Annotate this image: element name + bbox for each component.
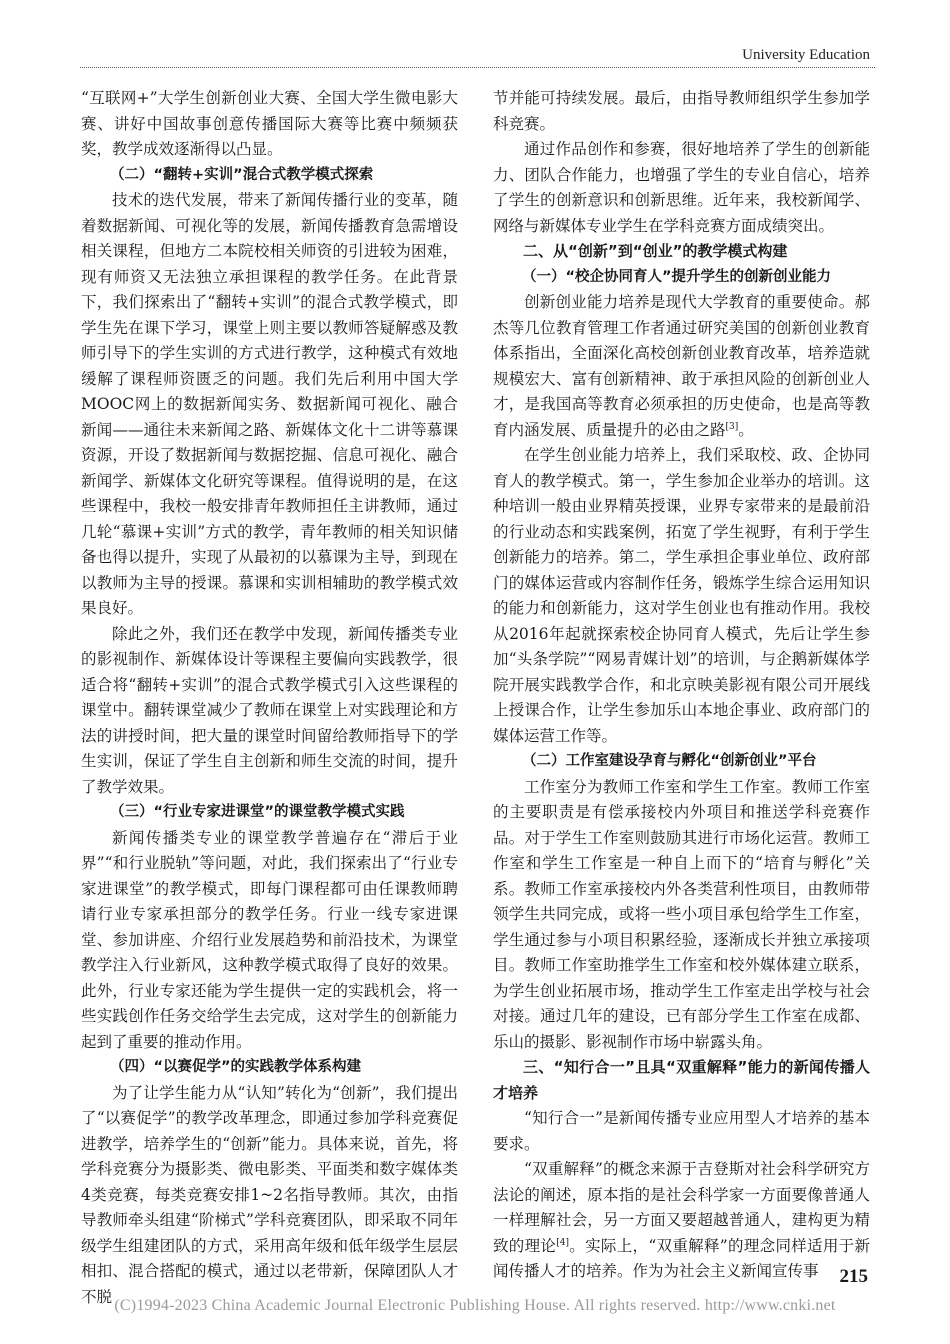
paragraph-competition-results: 通过作品创作和参赛，很好地培养了学生的创新能力、团队合作能力，也增强了学生的专业自信心，培养了学生的创新意识和创新思维。近年来，我校新闻学、网络与新媒体专业学生在学科竞赛方面成绩突出。 — [493, 140, 870, 235]
paragraph-text-end: 。实际上，“双重解释”的理念同样适用于新闻传播人才的培养。作为为社会主义新闻宣传事 — [493, 1236, 870, 1280]
section-heading-school-enterprise: （一）“校企协同育人”提升学生的创新创业能力 — [522, 268, 832, 285]
section-heading-innovation-to-entrepreneurship: 二、从“创新”到“创业”的教学模式构建 — [523, 242, 788, 260]
paragraph-competitions-continued: 节并能可持续发展。最后，由指导教师组织学生参加学科竞赛。 — [493, 89, 870, 133]
paragraph-industry-experts: 新闻传播类专业的课堂教学普遍存在“滞后于业界”“和行业脱轨”等问题，对此，我们探索出了“行业专家进课堂”的教学模式，即每门课程都可由任课教师聘请行业专家承担部分的教学任务。行业一线专家进课堂、参加讲座、介绍行业发展趋势和前沿技术，为课堂教学注入行业新风，这种教学模式取得了良好的效果。此外，行业专家还能为学生提供一定的实践机会，将一些实践创作任务交给学生去完成，这对学生的创新能力起到了重要的推动作用。 — [81, 828, 458, 1051]
right-column — [493, 86, 870, 1285]
journal-name-header: University Education — [742, 47, 870, 63]
paragraph-knowledge-action: “知行合一”是新闻传播专业应用型人才培养的基本要求。 — [493, 1109, 870, 1153]
section-heading-studio-incubation: （二）工作室建设孕育与孵化“创新创业”平台 — [522, 753, 817, 769]
paragraph-text: 创新创业能力培养是现代大学教育的重要使命。郝杰等几位教育管理工作者通过研究美国的创新创业教育体系指出，全面深化高校创新创业教育改革，培养造就规模宏大、富有创新精神、敢于承担风险的创新创业人才，是我国高等教育必须承担的历史使命，也是高等教育内涵发展、质量提升的必由之路 — [493, 293, 870, 439]
paragraph-intro-continued: “互联网+”大学生创新创业大赛、全国大学生微电影大赛、讲好中国故事创意传播国际大赛等比赛中频频获奖，教学成效逐渐得以凸显。 — [81, 89, 458, 158]
paragraph-studio-incubation: 工作室分为教师工作室和学生工作室。教师工作室的主要职责是有偿承接校内外项目和推送学科竞赛作品。对于学生工作室则鼓励其进行市场化运营。教师工作室和学生工作室是一种自上而下的“培育与孵化”关系。教师工作室承接校内外各类营利性项目，由教师带领学生共同完成，或将一些小项目承包给学生工作室，学生通过参与小项目积累经验，逐渐成长并独立承接项目。教师工作室助推学生工作室和校外媒体建立联系，为学生创业拓展市场，推动学生工作室走出学校与社会对接。通过几年的建设，已有部分学生工作室在成都、乐山的摄影、影视制作市场中崭露头角。 — [493, 777, 870, 1051]
reference-marker: [3] — [725, 421, 739, 432]
header-divider — [80, 67, 875, 68]
paragraph-competitions: 为了让学生能力从“认知”转化为“创新”，我们提出了“以赛促学”的教学改革理念，即通过参加学科竞赛促进教学，培养学生的“创新”能力。具体来说，首先，将学科竞赛分为摄影类、微电影类、平面类和数字媒体类4类竞赛，每类竞赛安排1~2名指导教师。其次，由指导教师牵头组建“阶梯式”学科竞赛团队，即采取不同年级学生组建团队的方式，采用高年级和低年级学生层层相扣、混合搭配的模式，通过以老带新，保障团队人才不脱 — [81, 1083, 458, 1306]
reference-marker: [4] — [556, 1237, 569, 1248]
left-column — [81, 86, 458, 1310]
section-heading-flipped-training: （二）“翻转+实训”混合式教学模式探索 — [110, 166, 374, 183]
paragraph-flipped-training-1: 技术的迭代发展，带来了新闻传播行业的变革，随着数据新闻、可视化等的发展，新闻传播教育急需增设相关课程，但地方二本院校相关师资的引进较为困难，现有师资又无法独立承担课程的教学任务。在此背景下，我们探索出了“翻转+实训”的混合式教学模式，即学生先在课下学习，课堂上则主要以教师答疑解惑及教师引导下的学生实训的方式进行教学，这种模式有效地缓解了课程师资匮乏的问题。我们先后利用中国大学MOOC网上的数据新闻实务、数据新闻可视化、融合新闻——通往未来新闻之路、新媒体文化十二讲等慕课资源，开设了数据新闻与数据挖掘、信息可视化、融合新闻学、新媒体文化研究等课程。值得说明的是，在这些课程中，我校一般安排青年教师担任主讲教师，通过几轮“慕课+实训”方式的教学，青年教师的相关知识储备也得以提升，实现了从最初的以慕课为主导，到现在以教师为主导的授课。慕课和实训相辅助的教学模式效果良好。 — [81, 191, 458, 617]
section-heading-industry-experts: （三）“行业专家进课堂”的课堂教学模式实践 — [110, 804, 405, 820]
paragraph-double-hermeneutic — [493, 1157, 870, 1285]
paragraph-school-enterprise-1 — [493, 290, 870, 443]
page-number: 215 — [839, 1266, 868, 1287]
paragraph-flipped-training-2: 除此之外，我们还在教学中发现，新闻传播类专业的影视制作、新媒体设计等课程主要偏向实践教学，很适合将“翻转+实训”的混合式教学模式引入这些课程的课堂中。翻转课堂减少了教师在课堂上对实践理论和方法的讲授时间，把大量的课堂时间留给教师指导下的学生实训，保证了学生自主创新和师生交流的时间，提升了教学效果。 — [81, 624, 458, 796]
section-heading-knowledge-action: 三、“知行合一”且具“双重解释”能力的新闻传播人才培养 — [493, 1058, 870, 1102]
paragraph-text-end: 。 — [738, 420, 754, 439]
section-heading-competitions: （四）“以赛促学”的实践教学体系构建 — [110, 1059, 362, 1075]
copyright-notice: (C)1994-2023 China Academic Journal Electronic Publishing House. All rights reserved. http://www.cnki.net — [114, 1297, 836, 1314]
paragraph-school-enterprise-2: 在学生创业能力培养上，我们采取校、政、企协同育人的教学模式。第一，学生参加企业举办的培训。这种培训一般由业界精英授课，业界专家带来的是最前沿的行业动态和实践案例，拓宽了学生视野，有利于学生创新能力的培养。第二，学生承担企事业单位、政府部门的媒体运营或内容制作任务，锻炼学生综合运用知识的能力和创新能力，这对学生创业也有推动作用。我校从2016年起就探索校企协同育人模式，先后让学生参加“头条学院”“网易青媒计划”的培训，与企鹅新媒体学院开展实践教学合作，和北京映美影视有限公司开展线上授课合作，让学生参加乐山本地企事业、政府部门的媒体运营工作等。 — [493, 446, 870, 745]
paragraph-text: “双重解释”的概念来源于吉登斯对社会科学研究方法论的阐述，原本指的是社会科学家一方面要像普通人一样理解社会，另一方面又要超越普通人，建构更为精致的理论 — [493, 1160, 870, 1255]
